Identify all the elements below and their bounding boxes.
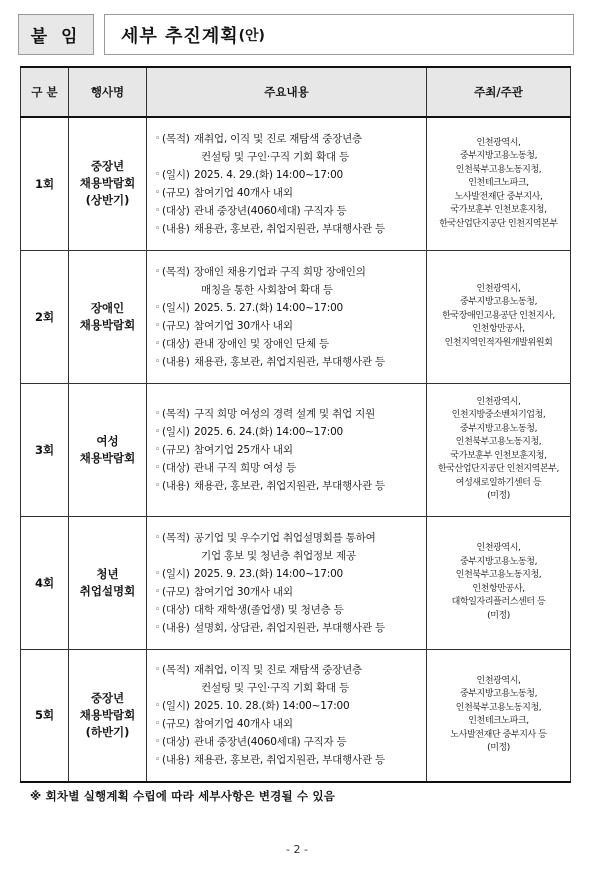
event-name-line: 장애인: [90, 300, 125, 315]
content-item: [155, 619, 422, 637]
content-label: (내용): [162, 754, 190, 767]
content-text: 구직 희망 여성의 경력 설계 및 취업 지원: [194, 407, 376, 420]
event-name-line: (상반기): [85, 193, 130, 208]
host-cell: [427, 383, 571, 516]
content-text: 2025. 5. 27.(화) 14:00~17:00: [194, 301, 344, 314]
content-item: [155, 335, 422, 353]
content-label: (일시): [162, 425, 190, 438]
event-name-line: 채용박람회: [79, 707, 136, 722]
host-line: 국가보훈부 인천보훈지청,: [450, 450, 547, 461]
content-text: 채용관, 홍보관, 취업지원관, 부대행사관 등: [194, 222, 385, 235]
event-name-line: 중장년: [90, 690, 125, 705]
host-line: 인천광역시,: [476, 283, 521, 294]
content-item: [155, 184, 422, 202]
content-label: (규모): [162, 443, 190, 456]
content-label: (목적): [162, 132, 190, 145]
content-cell: [147, 516, 427, 649]
host-line: 인천광역시,: [476, 675, 521, 686]
content-label: (목적): [162, 531, 190, 544]
event-name-line: 채용박람회: [79, 176, 136, 191]
document-header: [18, 14, 265, 55]
content-cell: [147, 117, 427, 250]
content-label: (규모): [162, 585, 190, 598]
bullet-icon: ◦: [155, 356, 161, 367]
content-text: 관내 중장년(4060세대) 구직자 등: [194, 736, 347, 749]
host-line: 인천테크노파크,: [468, 178, 529, 188]
content-label: (목적): [162, 407, 190, 420]
host-cell: [427, 250, 571, 383]
bullet-icon: ◦: [155, 755, 161, 766]
content-text: 관내 장애인 및 장애인 단체 등: [194, 337, 330, 350]
content-text: 채용관, 홍보관, 취업지원관, 부대행사관 등: [194, 754, 385, 767]
footnote: ※ 회차별 실행계획 수립에 따라 세부사항은 변경될 수 있음: [30, 789, 336, 803]
bullet-icon: ◦: [155, 604, 161, 615]
event-name-line: (하반기): [85, 724, 130, 739]
bullet-icon: ◦: [155, 480, 161, 491]
content-item: [155, 353, 422, 371]
content-item: [155, 477, 422, 495]
content-item: [155, 405, 422, 423]
header-round: 구 분: [21, 67, 69, 117]
host-line: 인천광역시,: [476, 543, 521, 553]
content-item: [155, 715, 422, 733]
host-line: 인천광역시,: [476, 137, 521, 148]
table-header-row: [21, 67, 571, 117]
content-label: (일시): [162, 567, 190, 580]
content-text: 2025. 9. 23.(화) 14:00~17:00: [194, 567, 344, 580]
bullet-icon: ◦: [155, 622, 161, 633]
host-line: (미정): [487, 491, 510, 501]
bullet-icon: ◦: [155, 568, 161, 579]
bullet-icon: ◦: [155, 737, 161, 748]
content-text: 참여기업 30개사 내외: [194, 319, 293, 332]
content-cell: [147, 250, 427, 383]
round-cell: 5회: [21, 649, 69, 782]
content-label: (대상): [162, 603, 190, 616]
bullet-icon: ◦: [155, 133, 161, 144]
bullet-icon: ◦: [155, 586, 161, 597]
bullet-icon: ◦: [155, 665, 161, 676]
round-cell: 1회: [21, 117, 69, 250]
content-item: [155, 423, 422, 441]
content-item: [155, 751, 422, 769]
content-item: [155, 529, 422, 547]
content-label: (일시): [162, 700, 190, 713]
bullet-icon: ◦: [155, 462, 161, 473]
content-continuation: 컨설팅 및 구인·구직 기회 확대 등: [201, 150, 350, 163]
host-cell: [427, 516, 571, 649]
content-label: (규모): [162, 718, 190, 731]
content-text: 재취업, 이직 및 진로 재탐색 중장년층: [194, 664, 362, 677]
bullet-icon: ◦: [155, 701, 161, 712]
title-text: 세부 추진계획: [121, 25, 239, 47]
host-line: 한국산업단지공단 인천지역본부,: [437, 464, 560, 474]
host-line: 중부지방고용노동청,: [459, 151, 538, 161]
content-item: [155, 202, 422, 220]
host-line: 인천지방중소벤처기업청,: [451, 410, 546, 420]
content-text: 참여기업 30개사 내외: [194, 585, 293, 598]
host-line: 중부지방고용노동청,: [459, 689, 538, 700]
host-cell: [427, 117, 571, 250]
host-line: 중부지방고용노동청,: [459, 556, 538, 567]
content-continuation: 매칭을 통한 사회참여 확대 등: [201, 283, 333, 296]
content-label: (일시): [162, 301, 190, 314]
content-text: 관내 구직 희망 여성 등: [194, 461, 297, 474]
content-item: [155, 583, 422, 601]
content-label: (목적): [162, 265, 190, 278]
event-name-line: 여성: [96, 433, 119, 448]
host-cell: [427, 649, 571, 782]
host-line: 한국산업단지공단 인천지역본부: [439, 218, 558, 229]
content-item: [155, 733, 422, 751]
host-line: (미정): [487, 743, 510, 754]
host-line: 인천항만공사,: [472, 583, 525, 594]
content-item: [155, 166, 422, 184]
content-label: (내용): [162, 621, 190, 634]
header-content: 주요내용: [147, 67, 427, 117]
content-item: [155, 317, 422, 335]
host-line: 중부지방고용노동청,: [459, 423, 538, 434]
bullet-icon: ◦: [155, 532, 161, 543]
bullet-icon: ◦: [155, 187, 161, 198]
content-label: (규모): [162, 319, 190, 332]
bullet-icon: ◦: [155, 338, 161, 349]
content-item: [155, 130, 422, 148]
host-line: 한국장애인고용공단 인천지사,: [442, 310, 555, 321]
bullet-icon: ◦: [155, 266, 161, 277]
content-cell: [147, 649, 427, 782]
content-text: 2025. 4. 29.(화) 14:00~17:00: [194, 168, 344, 181]
attachment-tag: 붙 임: [18, 14, 94, 55]
content-label: (내용): [162, 222, 190, 235]
header-event: 행사명: [69, 67, 147, 117]
event-name-cell: [69, 250, 147, 383]
content-text: 2025. 6. 24.(화) 14:00~17:00: [194, 425, 344, 438]
content-label: (대상): [162, 461, 190, 474]
round-cell: 4회: [21, 516, 69, 649]
content-text: 2025. 10. 28.(화) 14:00~17:00: [194, 700, 350, 713]
table-row: [21, 383, 571, 516]
host-line: 인천북부고용노동지청,: [455, 570, 542, 580]
content-label: (규모): [162, 186, 190, 199]
content-text: 대학 재학생(졸업생) 및 청년층 등: [194, 603, 344, 616]
content-text: 관내 중장년(4060세대) 구직자 등: [194, 204, 347, 217]
round-cell: 3회: [21, 383, 69, 516]
content-item: [155, 565, 422, 583]
bullet-icon: ◦: [155, 426, 161, 437]
content-label: (내용): [162, 355, 190, 368]
content-text: 설명회, 상담관, 취업지원관, 부대행사관 등: [194, 621, 385, 634]
document-title: [104, 14, 574, 55]
content-text: 참여기업 40개사 내외: [194, 186, 293, 199]
round-cell: 2회: [21, 250, 69, 383]
host-line: 인천테크노파크,: [468, 716, 529, 727]
bullet-icon: ◦: [155, 444, 161, 455]
bullet-icon: ◦: [155, 169, 161, 180]
host-line: 인천북부고용노동지청,: [455, 164, 542, 175]
event-name-line: 채용박람회: [79, 317, 136, 332]
content-item: [155, 459, 422, 477]
content-text: 장애인 채용기업과 구직 희망 장애인의: [194, 265, 366, 278]
bullet-icon: ◦: [155, 302, 161, 313]
event-name-line: 취업설명회: [79, 583, 136, 598]
bullet-icon: ◦: [155, 205, 161, 216]
host-line: 인천북부고용노동지청,: [455, 702, 542, 713]
content-cell: [147, 383, 427, 516]
content-text: 참여기업 25개사 내외: [194, 443, 293, 456]
host-line: 인천광역시,: [476, 396, 521, 407]
host-line: 노사발전재단 중부지사 등: [450, 729, 547, 740]
event-name-cell: [69, 649, 147, 782]
header-host: 주최/주관: [427, 67, 571, 117]
content-text: 채용관, 홍보관, 취업지원관, 부대행사관 등: [194, 479, 385, 492]
bullet-icon: ◦: [155, 719, 161, 730]
content-text: 참여기업 40개사 내외: [194, 718, 293, 731]
content-item: [155, 263, 422, 281]
host-line: (미정): [487, 610, 510, 621]
event-name-cell: [69, 383, 147, 516]
content-text: 공기업 및 우수기업 취업설명회를 통하여: [194, 531, 376, 544]
schedule-table: [20, 66, 571, 783]
content-continuation: 컨설팅 및 구인·구직 기회 확대 등: [201, 682, 350, 695]
table-row: [21, 649, 571, 782]
event-name-line: 채용박람회: [79, 450, 136, 465]
content-text: 재취업, 이직 및 진로 재탐색 중장년층: [194, 132, 362, 145]
event-name-line: 중장년: [90, 159, 125, 174]
content-label: (일시): [162, 168, 190, 181]
content-label: (내용): [162, 479, 190, 492]
bullet-icon: ◦: [155, 223, 161, 234]
host-line: 노사발전재단 중부지사,: [454, 191, 543, 202]
host-line: 국가보훈부 인천보훈지청,: [450, 205, 547, 215]
content-label: (대상): [162, 736, 190, 749]
host-line: 인천항만공사,: [472, 324, 525, 335]
bullet-icon: ◦: [155, 320, 161, 331]
title-suffix: (안): [238, 27, 265, 44]
content-label: (대상): [162, 337, 190, 350]
content-text: 채용관, 홍보관, 취업지원관, 부대행사관 등: [194, 355, 385, 368]
host-line: 대학일자리플러스센터 등: [451, 597, 546, 607]
event-name-cell: [69, 516, 147, 649]
page-number: - 2 -: [286, 843, 308, 856]
host-line: 중부지방고용노동청,: [459, 297, 538, 308]
content-continuation: 기업 홍보 및 청년층 취업정보 제공: [201, 549, 356, 562]
event-name-line: 청년: [96, 566, 119, 581]
event-name-cell: [69, 117, 147, 250]
content-item: [155, 441, 422, 459]
host-line: 인천지역인적자원개발위원회: [444, 337, 553, 348]
bullet-icon: ◦: [155, 408, 161, 419]
host-line: 인천북부고용노동지청,: [455, 437, 542, 447]
content-item: [155, 220, 422, 238]
content-item: [155, 697, 422, 715]
table-row: [21, 516, 571, 649]
table-row: [21, 117, 571, 250]
host-line: 여성새로일하기센터 등: [455, 477, 542, 488]
content-label: (목적): [162, 664, 190, 677]
content-item: [155, 601, 422, 619]
content-item: [155, 299, 422, 317]
content-label: (대상): [162, 204, 190, 217]
table-row: [21, 250, 571, 383]
content-item: [155, 661, 422, 679]
